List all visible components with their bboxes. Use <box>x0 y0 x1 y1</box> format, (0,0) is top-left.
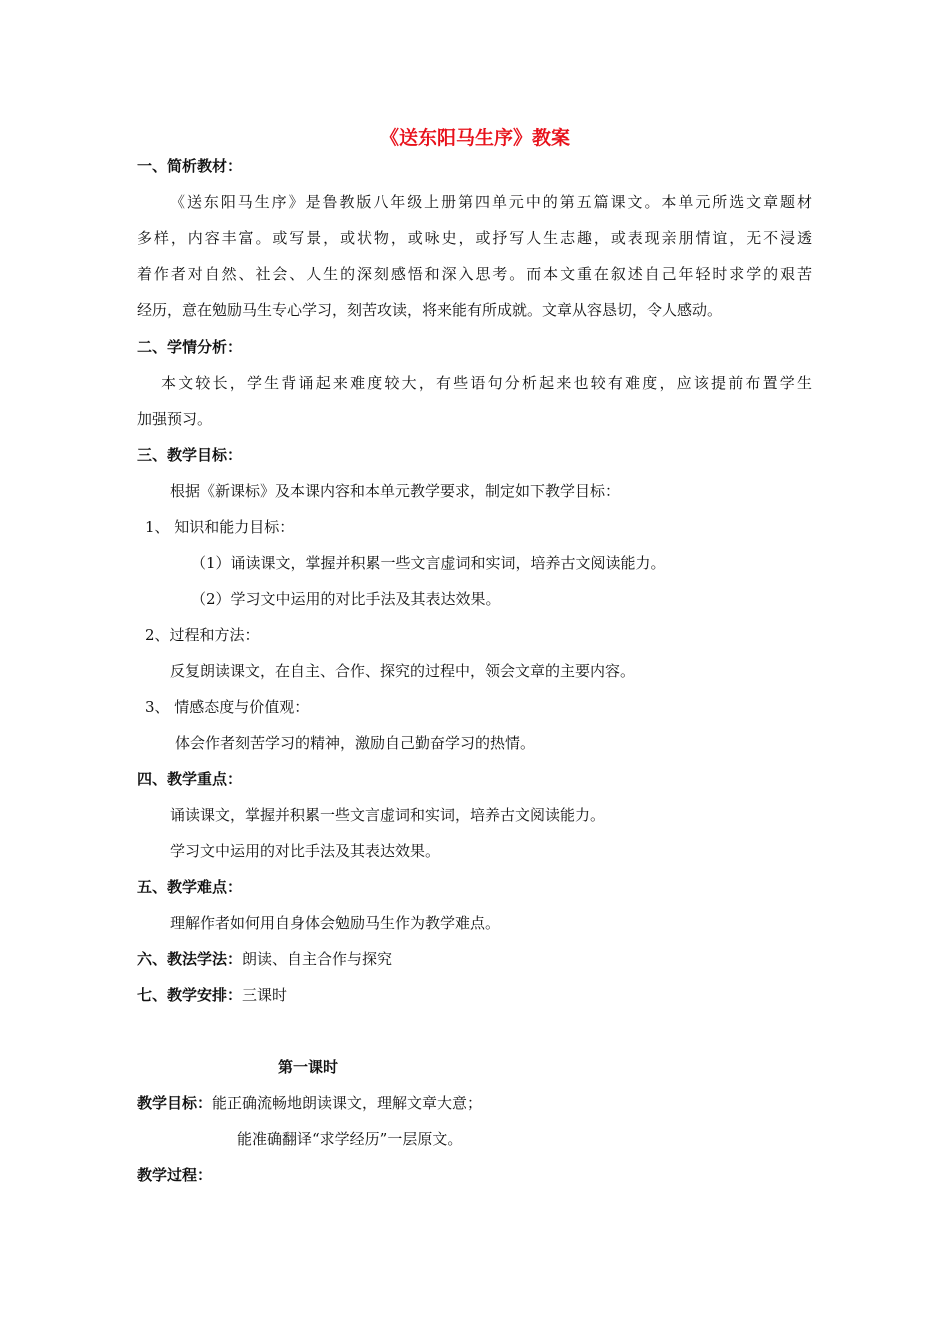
goal-process-method: 2、过程和方法： <box>145 626 260 644</box>
paragraph-line: 着作者对自然、社会、人生的深刻感悟和深入思考。而本文重在叙述自己年轻时求学的艰苦 <box>137 265 812 283</box>
document-title: 《送东阳马生序》教案 <box>379 127 570 149</box>
goal-knowledge-ability: 1、 知识和能力目标： <box>145 518 295 536</box>
goal-item: （1）诵读课文，掌握并积累一些文言虚词和实词，培养古文阅读能力。 <box>191 554 666 572</box>
section-heading-2: 二、学情分析： <box>137 338 243 356</box>
goal-emotion-values: 3、 情感态度与价值观： <box>145 698 310 716</box>
lesson-goal-row <box>137 1093 817 1113</box>
schedule-text: 三课时 <box>242 986 288 1004</box>
goals-intro: 根据《新课标》及本课内容和本单元教学要求，制定如下教学目标： <box>170 482 621 500</box>
difficulty-text: 理解作者如何用自身体会勉励马生作为教学难点。 <box>170 914 501 932</box>
paragraph-line: 加强预习。 <box>137 410 213 428</box>
section-heading-4: 四、教学重点： <box>137 770 243 788</box>
key-point: 学习文中运用的对比手法及其表达效果。 <box>170 842 441 860</box>
paragraph-line: 多样，内容丰富。或写景，或状物，或咏史，或抒写人生志趣，或表现亲朋情谊，无不浸透 <box>137 229 812 247</box>
section-heading-3: 三、教学目标： <box>137 446 243 464</box>
paragraph-line: 经历，意在勉励马生专心学习，刻苦攻读，将来能有所成就。文章从容恳切，令人感动。 <box>137 301 723 319</box>
section-heading-6: 六、教法学法： <box>137 950 243 968</box>
section-heading-5: 五、教学难点： <box>137 878 243 896</box>
section-7-row <box>137 985 817 1005</box>
lesson-goal-label: 教学目标： <box>137 1094 213 1112</box>
section-heading-1: 一、简析教材： <box>137 157 243 175</box>
lesson-heading: 第一课时 <box>278 1058 339 1076</box>
lesson-goal-text: 能正确流畅地朗读课文，理解文章大意； <box>212 1094 483 1112</box>
lesson-process-label: 教学过程： <box>137 1166 213 1184</box>
section-6-row <box>137 949 817 969</box>
section-heading-7: 七、教学安排： <box>137 986 243 1004</box>
lesson-goal-text-2: 能准确翻译“求学经历”一层原文。 <box>237 1130 463 1148</box>
goal-item: （2）学习文中运用的对比手法及其表达效果。 <box>191 590 501 608</box>
teaching-method-text: 朗读、自主合作与探究 <box>242 950 393 968</box>
goal-text: 反复朗读课文，在自主、合作、探究的过程中，领会文章的主要内容。 <box>170 662 636 680</box>
paragraph-line: 《送东阳马生序》是鲁教版八年级上册第四单元中的第五篇课文。本单元所选文章题材 <box>170 193 812 211</box>
paragraph-line: 本文较长，学生背诵起来难度较大，有些语句分析起来也较有难度，应该提前布置学生 <box>161 374 812 392</box>
key-point: 诵读课文，掌握并积累一些文言虚词和实词，培养古文阅读能力。 <box>170 806 606 824</box>
goal-text: 体会作者刻苦学习的精神，激励自己勤奋学习的热情。 <box>175 734 536 752</box>
